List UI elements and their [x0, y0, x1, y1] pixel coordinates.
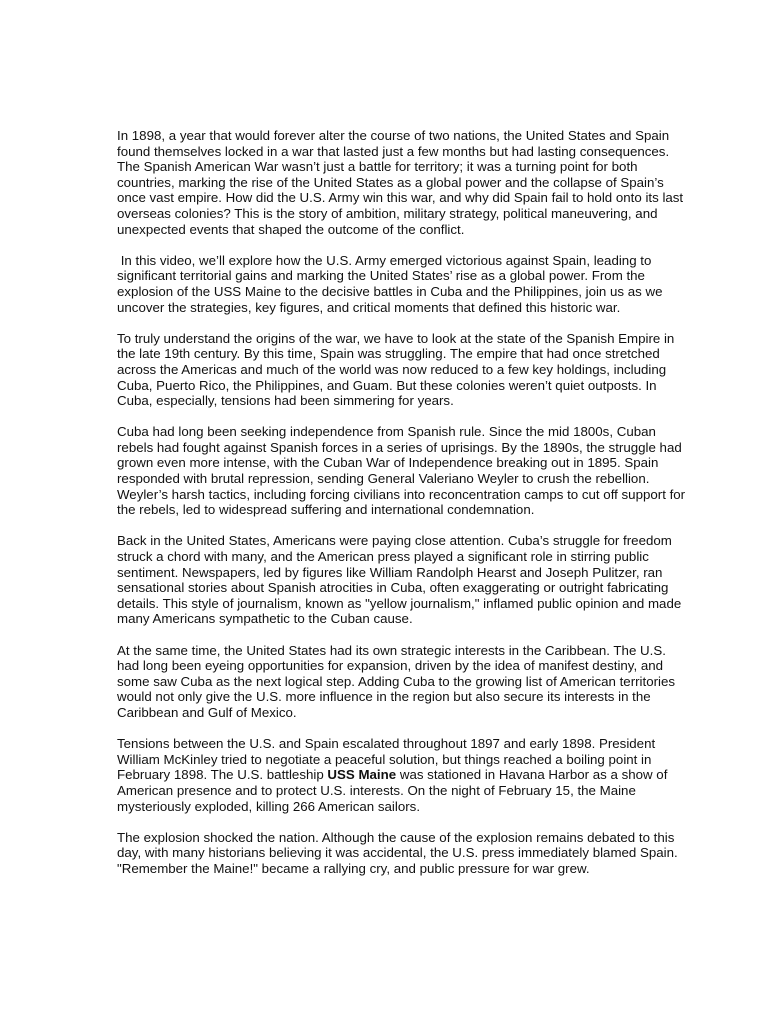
paragraph-uss-maine	[117, 736, 689, 814]
paragraph-american-press: Back in the United States, Americans were paying close attention. Cuba’s struggle for freedom struck a chord with many, and the American press played a significant role in stirring public sentiment. Newspapers, led by figures like William Randolph Hearst and Joseph Pulitzer, ran sensational stories about Spanish atrocities in Cuba, often exaggerating or outright fabricating details. This style of journalism, known as "yellow journalism," inflamed public opinion and made many Americans sympathetic to the Cuban cause.	[117, 533, 682, 627]
paragraph-strategic-interests: At the same time, the United States had its own strategic interests in the Caribbean. The U.S. had long been eyeing opportunities for expansion, driven by the idea of manifest destiny, and some saw Cuba as the next logical step. Adding Cuba to the growing list of American territories would not only give the U.S. more influence in the region but also secure its interests in the Caribbean and Gulf of Mexico.	[117, 642, 676, 720]
paragraph-explosion-aftermath: The explosion shocked the nation. Although the cause of the explosion remains debated to this day, with many historians believing it was accidental, the U.S. press immediately blamed Spain. "Remember the Maine!" became a rallying cry, and public pressure for war grew.	[117, 829, 678, 876]
paragraph-video-overview: In this video, we’ll explore how the U.S. Army emerged victorious against Spain, leading to significant territorial gains and marking the United States’ rise as a global power. From the explosion of the USS Maine to the decisive battles in Cuba and the Philippines, join us as we uncover the strategies, key figures, and critical moments that defined this historic war.	[117, 252, 667, 315]
paragraph-spanish-empire: To truly understand the origins of the war, we have to look at the state of the Spanish Empire in the late 19th century. By this time, Spain was struggling. The empire that had once stretched across the Americas and much of the world was now reduced to a few key holdings, including Cuba, Puerto Rico, the Philippines, and Guam. But these colonies weren’t quiet outposts. In Cuba, especially, tensions had been simmering for years.	[117, 330, 675, 409]
paragraph-uss-maine-before: Tensions between the U.S. and Spain escalated throughout 1897 and early 1898. President William McKinley tried to negotiate a peaceful solution, but things reached a boiling point in February 1898. The U.S. battleship	[117, 736, 656, 783]
paragraph-uss-maine-after: was stationed in Havana Harbor as a show of American presence and to protect U.S. interests. On the night of February 15, the Maine mysteriously exploded, killing 266 American sailors.	[117, 767, 668, 814]
paragraph-cuban-independence: Cuba had long been seeking independence from Spanish rule. Since the mid 1800s, Cuban rebels had fought against Spanish forces in a series of uprisings. By the 1890s, the struggle had grown even more intense, with the Cuban War of Independence breaking out in 1895. Spain responded with brutal repression, sending General Valeriano Weyler to crush the rebellion. Weyler’s harsh tactics, including forcing civilians into reconcentration camps to cut off support for the rebels, led to widespread suffering and international condemnation.	[117, 424, 686, 518]
uss-maine-bold: USS Maine	[327, 767, 397, 783]
paragraph-intro: In 1898, a year that would forever alter the course of two nations, the United States and Spain found themselves locked in a war that lasted just a few months but had lasting consequences. The Spanish American War wasn’t just a battle for territory; it was a turning point for both countries, marking the rise of the United States as a global power and the collapse of Spain’s once vast empire. How did the U.S. Army win this war, and why did Spain fail to hold onto its last overseas colonies? This is the story of ambition, military strategy, political maneuvering, and unexpected events that shaped the outcome of the conflict.	[117, 128, 684, 237]
document-body	[117, 128, 689, 892]
